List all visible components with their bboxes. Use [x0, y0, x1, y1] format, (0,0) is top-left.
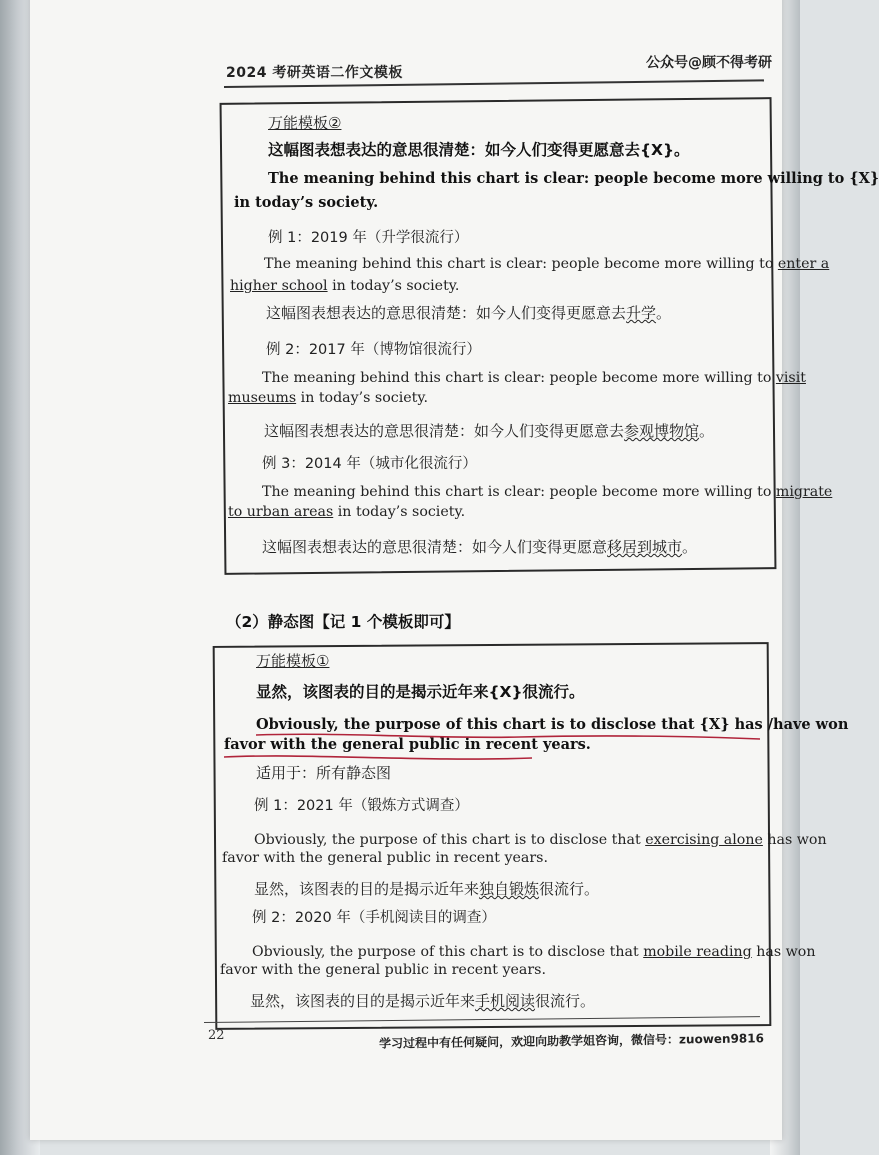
en-template-line1: Obviously, the purpose of this chart is to disclose that {X} has /have won: [256, 716, 849, 733]
template-label: 万能模板②: [268, 114, 342, 132]
example-en-line1: The meaning behind this chart is clear: people become more willing to enter a: [264, 256, 830, 272]
example-en-line2: museums in today’s society.: [228, 390, 428, 406]
zh-template-sentence: 显然，该图表的目的是揭示近年来{X}很流行。: [256, 683, 585, 701]
zh-template-sentence: 这幅图表想表达的意思很清楚：如今人们变得更愿意去{X}。: [268, 141, 690, 159]
example-en-line2: higher school in today’s society.: [230, 278, 460, 294]
example-en-line2: favor with the general public in recent years.: [220, 962, 546, 978]
example-zh: 显然，该图表的目的是揭示近年来独自锻炼很流行。: [254, 880, 600, 898]
example-en-line1: Obviously, the purpose of this chart is to disclose that mobile reading has won: [252, 944, 816, 960]
section-title: （2）静态图【记 1 个模板即可】: [226, 613, 460, 631]
example-zh: 这幅图表想表达的意思很清楚：如今人们变得更愿意去升学。: [266, 304, 672, 322]
example-label: 例 2：2020 年（手机阅读目的调查）: [252, 910, 496, 926]
example-label: 例 1：2021 年（锻炼方式调查）: [254, 798, 469, 814]
example-label: 例 2：2017 年（博物馆很流行）: [266, 342, 481, 358]
example-label: 例 3：2014 年（城市化很流行）: [262, 456, 477, 472]
example-en-line2: favor with the general public in recent years.: [222, 850, 548, 866]
footer-contact-note: 学习过程中有任何疑问，欢迎向助教学姐咨询，微信号：zuowen9816: [378, 1031, 765, 1051]
en-template-line2: favor with the general public in recent years.: [224, 736, 591, 753]
example-zh: 显然，该图表的目的是揭示近年来手机阅读很流行。: [250, 992, 596, 1010]
page-header-account: 公众号@顾不得考研: [646, 55, 772, 71]
example-en-line2: to urban areas in today’s society.: [228, 504, 466, 520]
applies-to-note: 适用于：所有静态图: [256, 764, 392, 782]
en-template-line2: in today’s society.: [234, 194, 379, 211]
example-zh: 这幅图表想表达的意思很清楚：如今人们变得更愿意去参观博物馆。: [264, 422, 715, 440]
example-en-line1: The meaning behind this chart is clear: people become more willing to visit: [262, 370, 806, 386]
example-label: 例 1：2019 年（升学很流行）: [268, 230, 469, 246]
template-label: 万能模板①: [256, 652, 330, 670]
page-header-title: 2024 考研英语二作文模板: [226, 65, 403, 81]
example-en-line1: The meaning behind this chart is clear: people become more willing to migrate: [262, 484, 833, 500]
en-template-line1: The meaning behind this chart is clear: people become more willing to {X}: [268, 170, 879, 187]
example-en-line1: Obviously, the purpose of this chart is to disclose that exercising alone has won: [254, 832, 827, 848]
page-number: 22: [208, 1028, 225, 1043]
example-zh: 这幅图表想表达的意思很清楚：如今人们变得更愿意移居到城市。: [262, 538, 698, 556]
